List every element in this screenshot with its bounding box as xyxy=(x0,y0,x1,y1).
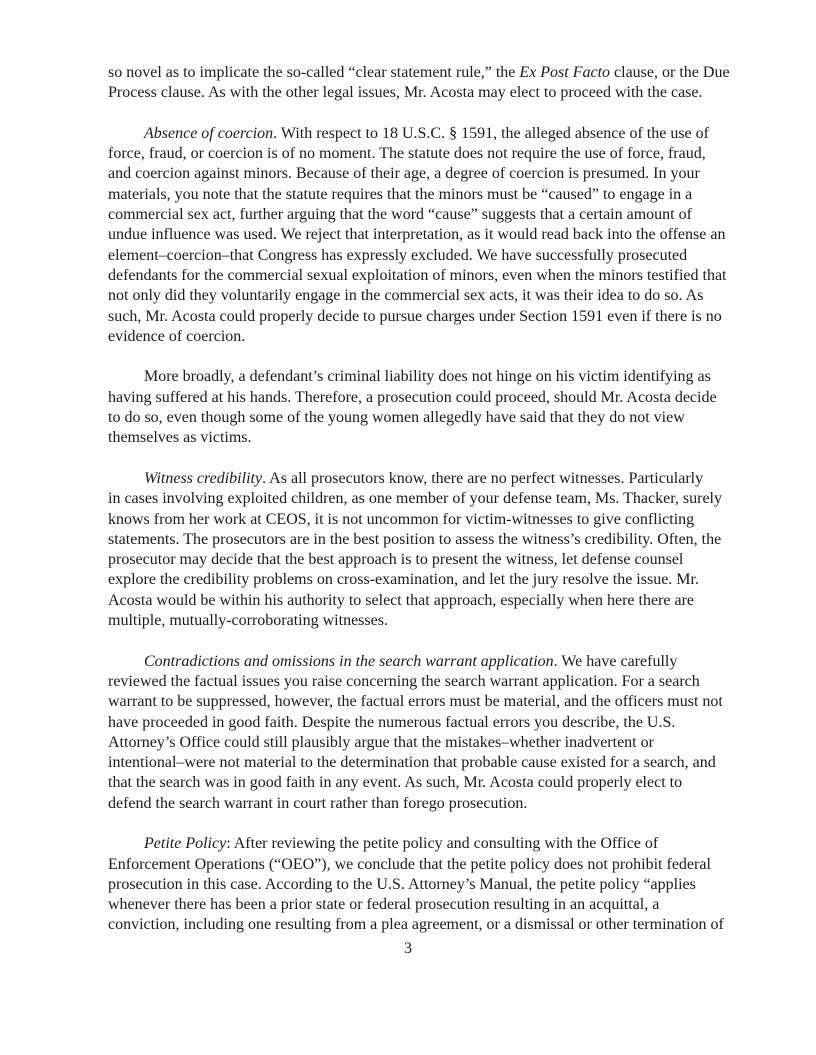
text-line xyxy=(108,510,748,530)
text-line xyxy=(108,367,748,387)
text-line xyxy=(108,408,748,428)
text-line xyxy=(108,225,748,245)
text-segment: to do so, even though some of the young women allegedly have said that they do not view xyxy=(108,409,685,427)
text-segment: and coercion against minors. Because of their age, a degree of coercion is presumed. In your xyxy=(108,165,700,183)
text-line xyxy=(108,875,748,895)
text-line xyxy=(108,388,748,408)
text-line xyxy=(108,530,748,550)
text-segment: in cases involving exploited children, as one member of your defense team, Ms. Thacker, surely xyxy=(108,490,722,508)
text-line xyxy=(108,266,748,286)
text-segment: materials, you note that the statute requires that the minors must be “caused” to engage in a xyxy=(108,185,693,203)
text-line xyxy=(108,428,748,448)
text-segment: element–coercion–that Congress has expressly excluded. We have successfully prosecuted xyxy=(108,246,688,264)
text-segment: force, fraud, or coercion is of no moment. The statute does not require the use of force, fraud, xyxy=(108,145,706,163)
text-segment: statements. The prosecutors are in the best position to assess the witness’s credibility. Often, the xyxy=(108,530,722,548)
text-segment: defend the search warrant in court rather than forego prosecution. xyxy=(108,794,528,812)
text-line xyxy=(108,591,748,611)
paragraph xyxy=(108,367,748,448)
text-segment: Acosta would be within his authority to select that approach, especially when here there are xyxy=(108,591,695,609)
text-segment: intentional–were not material to the determination that probable cause existed for a search, and xyxy=(108,754,716,772)
text-segment: . We have carefully xyxy=(553,652,678,670)
text-segment: evidence of coercion. xyxy=(108,327,246,345)
text-segment: . With respect to 18 U.S.C. § 1591, the alleged absence of the use of xyxy=(273,124,709,142)
text-line xyxy=(108,83,748,103)
text-line xyxy=(108,550,748,570)
text-segment: conviction, including one resulting from a plea agreement, or a dismissal or other termination of xyxy=(108,916,724,934)
text-segment: Enforcement Operations (“OEO”), we conclude that the petite policy does not prohibit federal xyxy=(108,855,711,873)
paragraph xyxy=(108,124,748,347)
text-segment: knows from her work at CEOS, it is not uncommon for victim-witnesses to give conflicting xyxy=(108,510,695,528)
text-line xyxy=(108,469,748,489)
text-line xyxy=(108,733,748,753)
text-line xyxy=(108,895,748,915)
italic-heading: Ex Post Facto xyxy=(519,64,611,81)
text-line xyxy=(108,327,748,347)
italic-heading: Contradictions and omissions in the search warrant application xyxy=(144,652,554,670)
text-segment: warrant to be suppressed, however, the factual errors must be material, and the officers must not xyxy=(108,693,723,711)
paragraph xyxy=(108,63,748,104)
text-segment: such, Mr. Acosta could properly decide to pursue charges under Section 1591 even if there is no xyxy=(108,307,722,325)
paragraph xyxy=(108,834,748,935)
text-line xyxy=(108,915,748,935)
text-segment: that the search was in good faith in any event. As such, Mr. Acosta could properly elect to xyxy=(108,774,683,792)
text-line xyxy=(108,144,748,164)
text-line xyxy=(108,185,748,205)
text-line xyxy=(108,692,748,712)
text-line xyxy=(108,307,748,327)
text-line xyxy=(108,834,748,854)
text-line xyxy=(108,855,748,875)
text-segment: explore the credibility problems on cross-examination, and let the jury resolve the issue. Mr. xyxy=(108,571,699,589)
text-line xyxy=(108,205,748,225)
text-line xyxy=(108,124,748,144)
text-segment: undue influence was used. We reject that interpretation, as it would read back into the offense an xyxy=(108,226,726,244)
text-segment: . As all prosecutors know, there are no perfect witnesses. Particularly xyxy=(262,469,704,487)
text-segment: prosecutor may decide that the best approach is to present the witness, let defense counsel xyxy=(108,551,684,569)
text-line xyxy=(108,794,748,814)
text-line xyxy=(108,713,748,733)
text-segment: so novel as to implicate the so-called “clear statement rule,” the xyxy=(108,64,520,81)
text-line xyxy=(108,286,748,306)
text-line xyxy=(108,63,748,83)
text-segment: having suffered at his hands. Therefore, a prosecution could proceed, should Mr. Acosta decide xyxy=(108,388,717,406)
text-segment: themselves as victims. xyxy=(108,429,252,447)
text-segment: Attorney’s Office could still plausibly argue that the mistakes–whether inadvertent or xyxy=(108,733,654,751)
text-segment: More broadly, a defendant’s criminal liability does not hinge on his victim identifying as xyxy=(144,368,711,386)
text-segment: have proceeded in good faith. Despite the numerous factual errors you describe, the U.S. xyxy=(108,713,676,731)
text-line xyxy=(108,773,748,793)
italic-heading: Petite Policy xyxy=(144,835,227,853)
text-segment: whenever there has been a prior state or federal prosecution resulting in an acquittal, a xyxy=(108,896,660,914)
document-body xyxy=(108,63,748,956)
paragraph xyxy=(108,652,748,814)
text-line xyxy=(108,652,748,672)
text-line xyxy=(108,672,748,692)
text-segment: clause, or the Due xyxy=(610,64,730,81)
text-line xyxy=(108,570,748,590)
text-line xyxy=(108,611,748,631)
text-line xyxy=(108,489,748,509)
page-number: 3 xyxy=(404,940,412,957)
text-segment: defendants for the commercial sexual exploitation of minors, even when the minors testified that xyxy=(108,266,727,284)
text-line xyxy=(108,753,748,773)
text-segment: multiple, mutually-corroborating witnesses. xyxy=(108,612,388,630)
text-segment: prosecution in this case. According to the U.S. Attorney’s Manual, the petite policy “applies xyxy=(108,875,696,893)
text-segment: reviewed the factual issues you raise concerning the search warrant application. For a search xyxy=(108,672,700,690)
text-line xyxy=(108,246,748,266)
italic-heading: Absence of coercion xyxy=(144,124,274,142)
text-segment: commercial sex act, further arguing that the word “cause” suggests that a certain amount of xyxy=(108,206,692,224)
text-segment: Process clause. As with the other legal issues, Mr. Acosta may elect to proceed with the case. xyxy=(108,84,703,102)
italic-heading: Witness credibility xyxy=(144,469,263,487)
paragraph xyxy=(108,469,748,631)
text-segment: not only did they voluntarily engage in the commercial sex acts, it was their idea to do so. As xyxy=(108,287,704,305)
text-line xyxy=(108,164,748,184)
text-segment: : After reviewing the petite policy and consulting with the Office of xyxy=(226,835,659,853)
